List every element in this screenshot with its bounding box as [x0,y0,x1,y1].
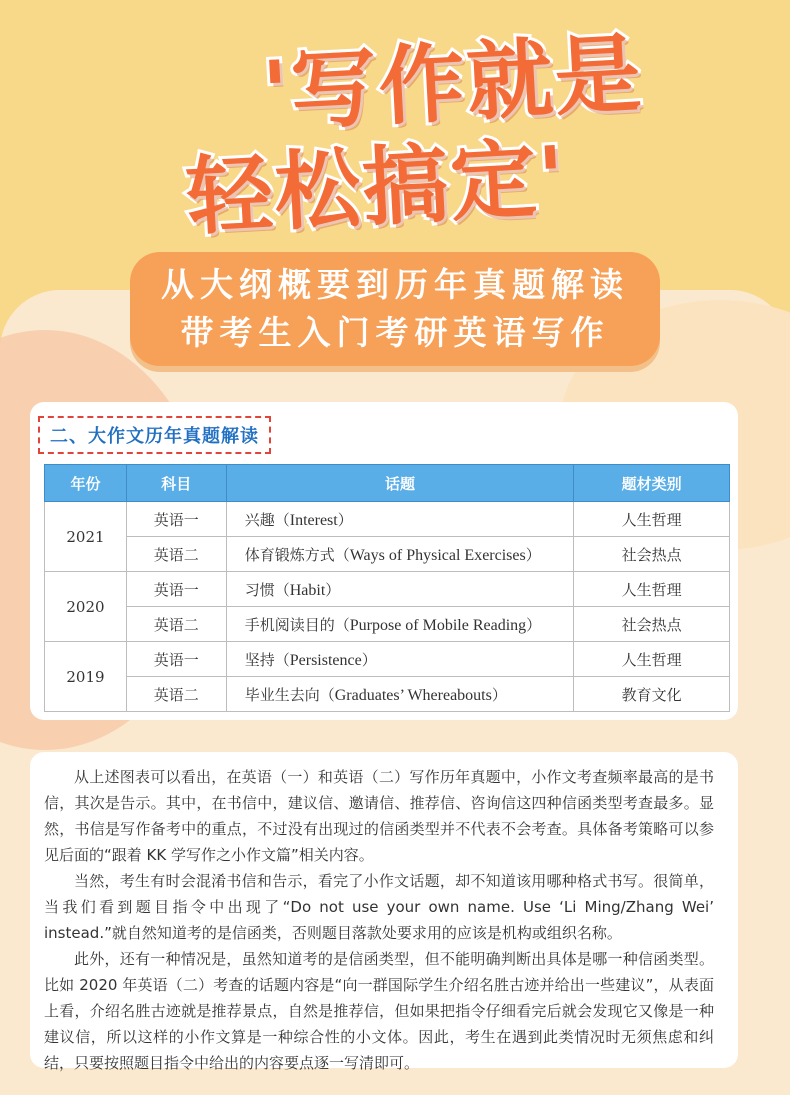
topic-cell: 坚持（Persistence） [226,642,574,677]
headline-line-2: 轻松搞定' [184,128,570,248]
section-title: 二、大作文历年真题解读 [38,416,271,454]
header-subject: 科目 [126,465,226,502]
topic-cell: 体育锻炼方式（Ways of Physical Exercises） [226,537,574,572]
table-header-row [45,465,730,502]
category-cell: 社会热点 [574,607,730,642]
year-cell: 2019 [45,642,127,712]
headline [0,0,790,260]
banner-line-2: 带考生入门考研英语写作 [180,313,610,352]
topic-cell: 毕业生去向（Graduates’ Whereabouts） [226,677,574,712]
topics-table [44,464,730,712]
table-row [45,677,730,712]
header-topic: 话题 [226,465,574,502]
subject-cell: 英语一 [126,642,226,677]
category-cell: 人生哲理 [574,502,730,537]
table-row [45,572,730,607]
paragraph: 从上述图表可以看出，在英语（一）和英语（二）写作历年真题中，小作文考查频率最高的是书信，其次是告示。其中，在书信中，建议信、邀请信、推荐信、咨询信这四种信函类型考查最多。显然，书信是写作备考中的重点，不过没有出现过的信函类型并不代表不会考查。具体备考策略可以参见后面的“跟着 KK 学写作之小作文篇”相关内容。 [44,768,714,864]
topic-cell: 习惯（Habit） [226,572,574,607]
banner-line-1: 从大纲概要到历年真题解读 [161,265,629,304]
category-cell: 教育文化 [574,677,730,712]
category-cell: 人生哲理 [574,642,730,677]
topic-cell: 兴趣（Interest） [226,502,574,537]
subject-cell: 英语一 [126,572,226,607]
subject-cell: 英语二 [126,607,226,642]
subject-cell: 英语一 [126,502,226,537]
paragraph: 此外，还有一种情况是，虽然知道考的是信函类型，但不能明确判断出具体是哪一种信函类型。比如 2020 年英语（二）考查的话题内容是“向一群国际学生介绍名胜古迹并给出一些建议”，从表面上看，介绍名胜古迹就是推荐景点，自然是推荐信，但如果把指令仔细看完后就会发现它又像是一种建议信，所以这样的小作文算是一种综合性的小文体。因此，考生在遇到此类情况时无须焦虑和纠结，只要按照题目指令中给出的内容要点逐一写清即可。 [44,950,714,1072]
header-year: 年份 [45,465,127,502]
subject-cell: 英语二 [126,677,226,712]
category-cell: 社会热点 [574,537,730,572]
analysis-text [44,764,714,1076]
headline-line-1: '写作就是 [260,24,646,144]
table-row [45,502,730,537]
subject-cell: 英语二 [126,537,226,572]
topic-cell: 手机阅读目的（Purpose of Mobile Reading） [226,607,574,642]
topics-card [30,402,738,720]
header-category: 题材类别 [574,465,730,502]
paragraph: 当然，考生有时会混淆书信和告示，看完了小作文话题，却不知道该用哪种格式书写。很简单，当我们看到题目指令中出现了“Do not use your own name. Use ‘Li Ming/Zhang Wei’ instead.”就自然知道考的是信函类，否则题目落款处要求用的应该是机构或组织名称。 [44,872,714,942]
year-cell: 2021 [45,502,127,572]
subtitle-banner [130,252,660,366]
category-cell: 人生哲理 [574,572,730,607]
table-row [45,642,730,677]
year-cell: 2020 [45,572,127,642]
table-row [45,537,730,572]
table-row [45,607,730,642]
analysis-card [30,752,738,1072]
